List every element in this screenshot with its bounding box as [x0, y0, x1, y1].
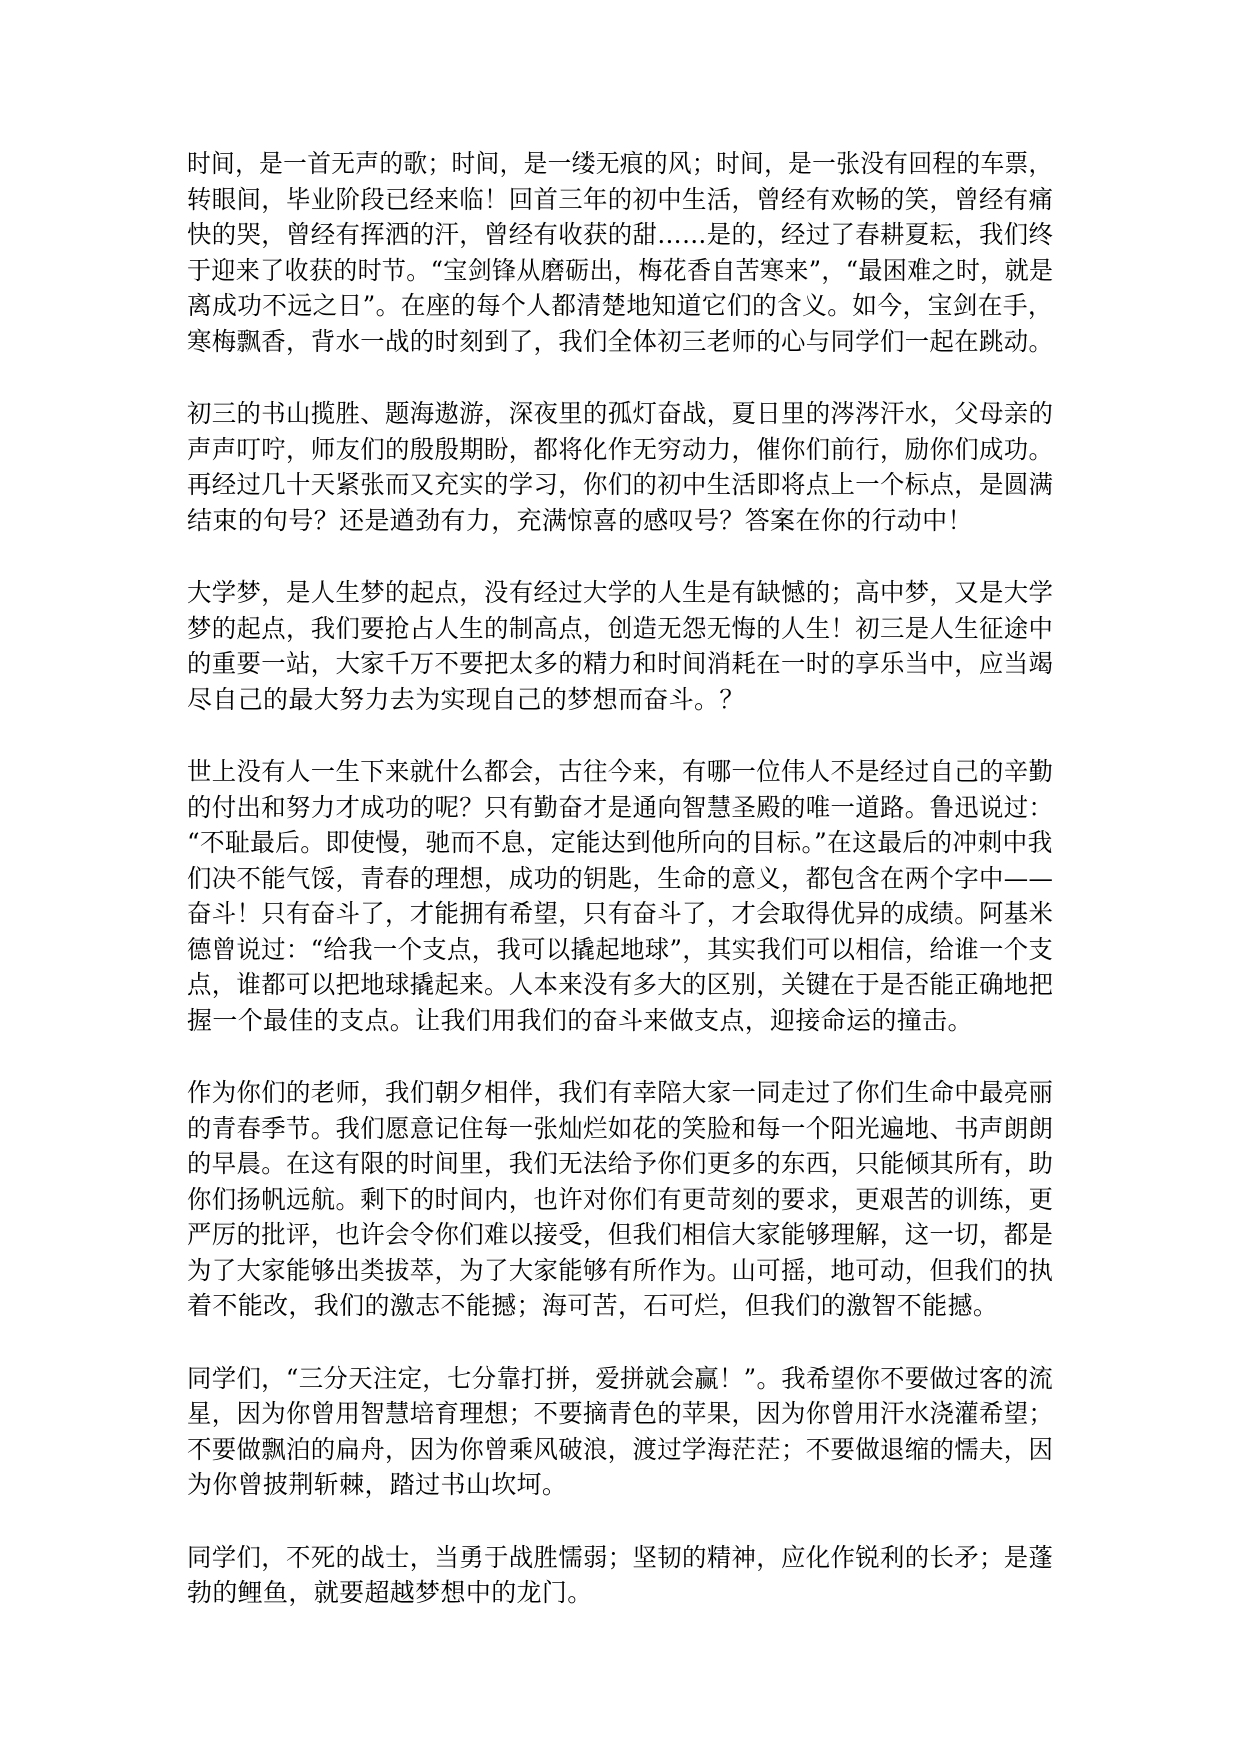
paragraph-5-line-3: 的早晨。在这有限的时间里，我们无法给予你们更多的东西，只能倾其所有，助 — [187, 1149, 1054, 1178]
paragraph-3 — [187, 575, 1053, 717]
paragraph-4 — [187, 754, 1053, 1038]
paragraph-4-line-6: 德曾说过：“给我一个支点，我可以撬起地球”，其实我们可以相信，给谁一个支 — [187, 934, 1054, 964]
paragraph-5-line-6: 为了大家能够出类拔萃，为了大家能够有所作为。山可摇，地可动，但我们的执 — [187, 1255, 1054, 1285]
paragraph-2-line-4: 结束的句号？还是遒劲有力，充满惊喜的感叹号？答案在你的行动中！ — [187, 505, 973, 535]
paragraph-4-line-3: “不耻最后。即使慢，驰而不息，定能达到他所向的目标。”在这最后的冲刺中我 — [187, 828, 1053, 857]
paragraph-3-line-2: 梦的起点，我们要抢占人生的制高点，创造无怨无悔的人生！初三是人生征途中 — [187, 613, 1054, 643]
paragraph-1-line-5: 离成功不远之日”。在座的每个人都清楚地知道它们的含义。如今，宝剑在手， — [187, 291, 1054, 320]
paragraph-4-line-1: 世上没有人一生下来就什么都会，古往今来，有哪一位伟人不是经过自己的辛勤 — [187, 757, 1054, 786]
paragraph-6-line-2: 星，因为你曾用智慧培育理想；不要摘青色的苹果，因为你曾用汗水浇灌希望； — [187, 1399, 1054, 1428]
paragraph-6 — [187, 1361, 1053, 1503]
paragraph-1-line-4: 于迎来了收获的时节。“宝剑锋从磨砺出，梅花香自苦寒来”，“最困难之时，就是 — [187, 255, 1054, 285]
paragraph-4-line-5: 奋斗！只有奋斗了，才能拥有希望，只有奋斗了，才会取得优异的成绩。阿基米 — [187, 899, 1054, 928]
paragraph-1-line-6: 寒梅飘香，背水一战的时刻到了，我们全体初三老师的心与同学们一起在跳动。 — [187, 326, 1054, 356]
paragraph-7 — [187, 1540, 1053, 1611]
paragraph-2-line-3: 再经过几十天紧张而又充实的学习，你们的初中生活即将点上一个标点，是圆满 — [187, 470, 1054, 499]
paragraph-4-line-7: 点，谁都可以把地球撬起来。人本来没有多大的区别，关键在于是否能正确地把 — [187, 970, 1054, 999]
paragraph-2 — [187, 396, 1053, 538]
paragraph-6-line-3: 不要做飘泊的扁舟，因为你曾乘风破浪，渡过学海茫茫；不要做退缩的懦夫，因 — [187, 1434, 1054, 1464]
paragraph-2-line-1: 初三的书山揽胜、题海遨游，深夜里的孤灯奋战，夏日里的涔涔汗水，父母亲的 — [187, 399, 1054, 428]
paragraph-6-line-1: 同学们，“三分天注定，七分靠打拼，爱拼就会赢！”。我希望你不要做过客的流 — [187, 1363, 1054, 1393]
paragraph-3-line-3: 的重要一站，大家千万不要把太多的精力和时间消耗在一时的享乐当中，应当竭 — [187, 649, 1054, 678]
paragraph-5-line-4: 你们扬帆远航。剩下的时间内，也许对你们有更苛刻的要求，更艰苦的训练，更 — [187, 1184, 1054, 1214]
paragraph-4-line-2: 的付出和努力才成功的呢？只有勤奋才是通向智慧圣殿的唯一道路。鲁迅说过： — [187, 792, 1054, 822]
paragraph-1-line-3: 快的哭，曾经有挥洒的汗，曾经有收获的甜……是的，经过了春耕夏耘，我们终 — [187, 220, 1054, 249]
paragraph-1 — [187, 146, 1053, 359]
paragraph-3-line-4: 尽自己的最大努力去为实现自己的梦想而奋斗。？ — [187, 684, 745, 714]
paragraph-1-line-1: 时间，是一首无声的歌；时间，是一缕无痕的风；时间，是一张没有回程的车票， — [187, 149, 1053, 178]
paragraph-1-line-2: 转眼间，毕业阶段已经来临！回首三年的初中生活，曾经有欢畅的笑，曾经有痛 — [187, 184, 1054, 214]
paragraph-5-line-7: 着不能改，我们的激志不能撼；海可苦，石可烂，但我们的激智不能撼。 — [187, 1291, 999, 1320]
paragraph-3-line-1: 大学梦，是人生梦的起点，没有经过大学的人生是有缺憾的；高中梦，又是大学 — [187, 578, 1054, 607]
paragraph-7-line-2: 勃的鲤鱼，就要超越梦想中的龙门。 — [187, 1578, 593, 1607]
paragraph-4-line-4: 们决不能气馁，青春的理想，成功的钥匙，生命的意义，都包含在两个字中—— — [187, 863, 1054, 893]
paragraph-5 — [187, 1075, 1053, 1324]
paragraph-7-line-1: 同学们，不死的战士，当勇于战胜懦弱；坚韧的精神，应化作锐利的长矛；是蓬 — [187, 1542, 1054, 1572]
paragraph-2-line-2: 声声叮咛，师友们的殷殷期盼，都将化作无穷动力，催你们前行，励你们成功。 — [187, 434, 1054, 464]
paragraph-5-line-2: 的青春季节。我们愿意记住每一张灿烂如花的笑脸和每一个阳光遍地、书声朗朗 — [187, 1113, 1054, 1143]
document-body — [187, 146, 1053, 1611]
paragraph-5-line-1: 作为你们的老师，我们朝夕相伴，我们有幸陪大家一同走过了你们生命中最亮丽 — [187, 1078, 1054, 1107]
paragraph-6-line-4: 为你曾披荆斩棘，踏过书山坎坷。 — [187, 1470, 568, 1499]
paragraph-5-line-5: 严厉的批评，也许会令你们难以接受，但我们相信大家能够理解，这一切，都是 — [187, 1220, 1054, 1249]
paragraph-4-line-8: 握一个最佳的支点。让我们用我们的奋斗来做支点，迎接命运的撞击。 — [187, 1005, 973, 1035]
